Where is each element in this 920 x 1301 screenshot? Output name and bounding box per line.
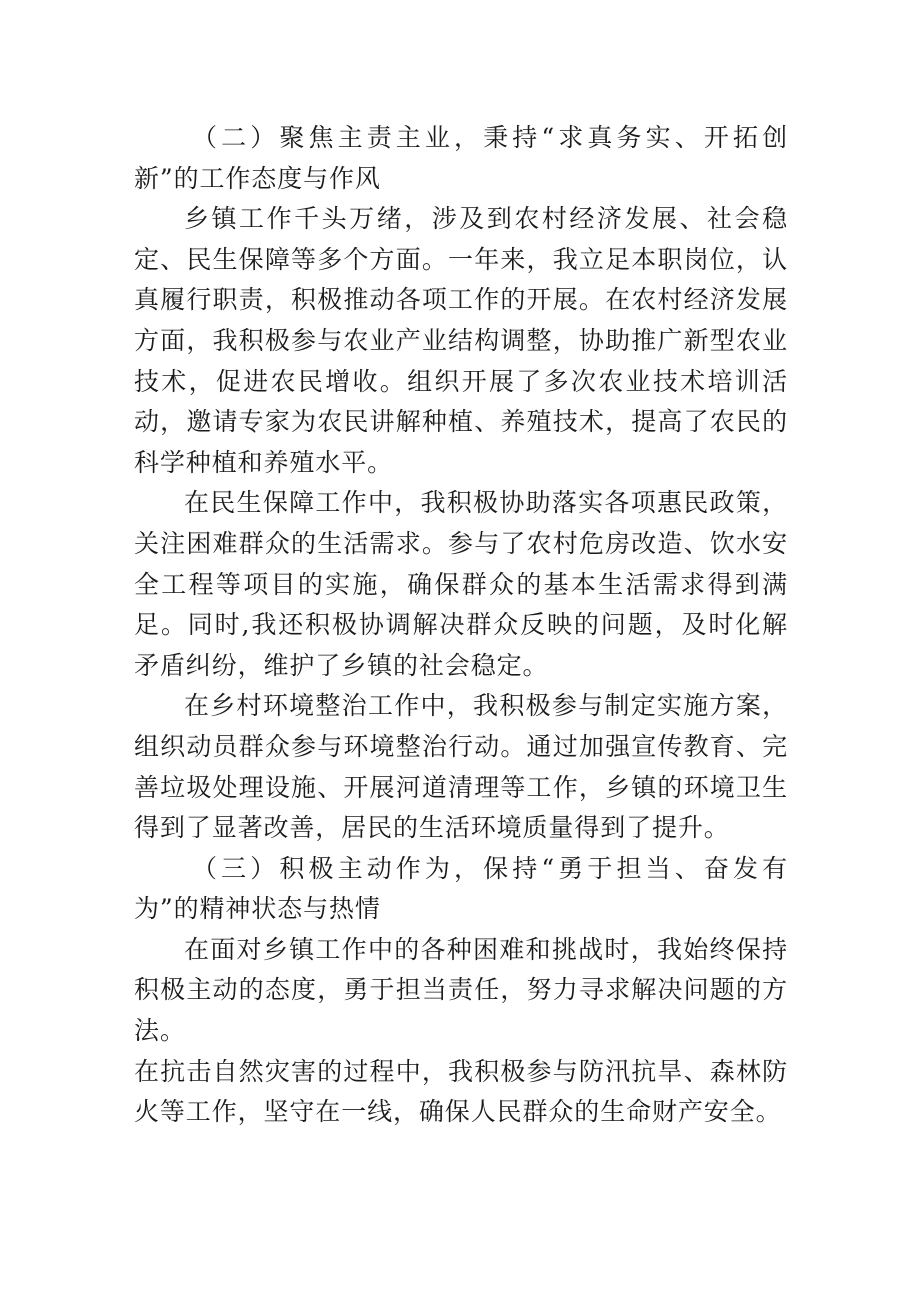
body-paragraph-economy: 乡镇工作千头万绪，涉及到农村经济发展、社会稳定、民生保障等多个方面。一年来，我立足本职岗位，认真履行职责，积极推动各项工作的开展。在农村经济发展方面，我积极参与农业产业结构调整，协助推广新型农业技术，促进农民增收。组织开展了多次农业技术培训活动，邀请专家为农民讲解种植、养殖技术，提高了农民的科学种植和养殖水平。 <box>134 204 788 477</box>
body-paragraph-disaster: 在抗击自然灾害的过程中，我积极参与防汛抗旱、森林防火等工作，坚守在一线，确保人民群众的生命财产安全。 <box>134 1056 788 1127</box>
body-paragraph-initiative: 在面对乡镇工作中的各种困难和挑战时，我始终保持积极主动的态度，勇于担当责任，努力寻求解决问题的方法。 <box>134 934 788 1046</box>
body-paragraph-livelihood: 在民生保障工作中，我积极协助落实各项惠民政策，关注困难群众的生活需求。参与了农村危房改造、饮水安全工程等项目的实施，确保群众的基本生活需求得到满足。同时,我还积极协调解决群众反映的问题，及时化解矛盾纠纷，维护了乡镇的社会稳定。 <box>134 488 788 680</box>
section-heading-3: （三）积极主动作为，保持“勇于担当、奋发有为”的精神状态与热情 <box>134 853 788 924</box>
section-heading-2: （二）聚焦主责主业，秉持“求真务实、开拓创新”的工作态度与作风 <box>134 123 788 193</box>
document-body <box>134 118 788 1133</box>
body-paragraph-environment: 在乡村环境整治工作中，我积极参与制定实施方案，组织动员群众参与环境整治行动。通过加强宣传教育、完善垃圾处理设施、开展河道清理等工作，乡镇的环境卫生得到了显著改善，居民的生活环境质量得到了提升。 <box>134 691 788 843</box>
